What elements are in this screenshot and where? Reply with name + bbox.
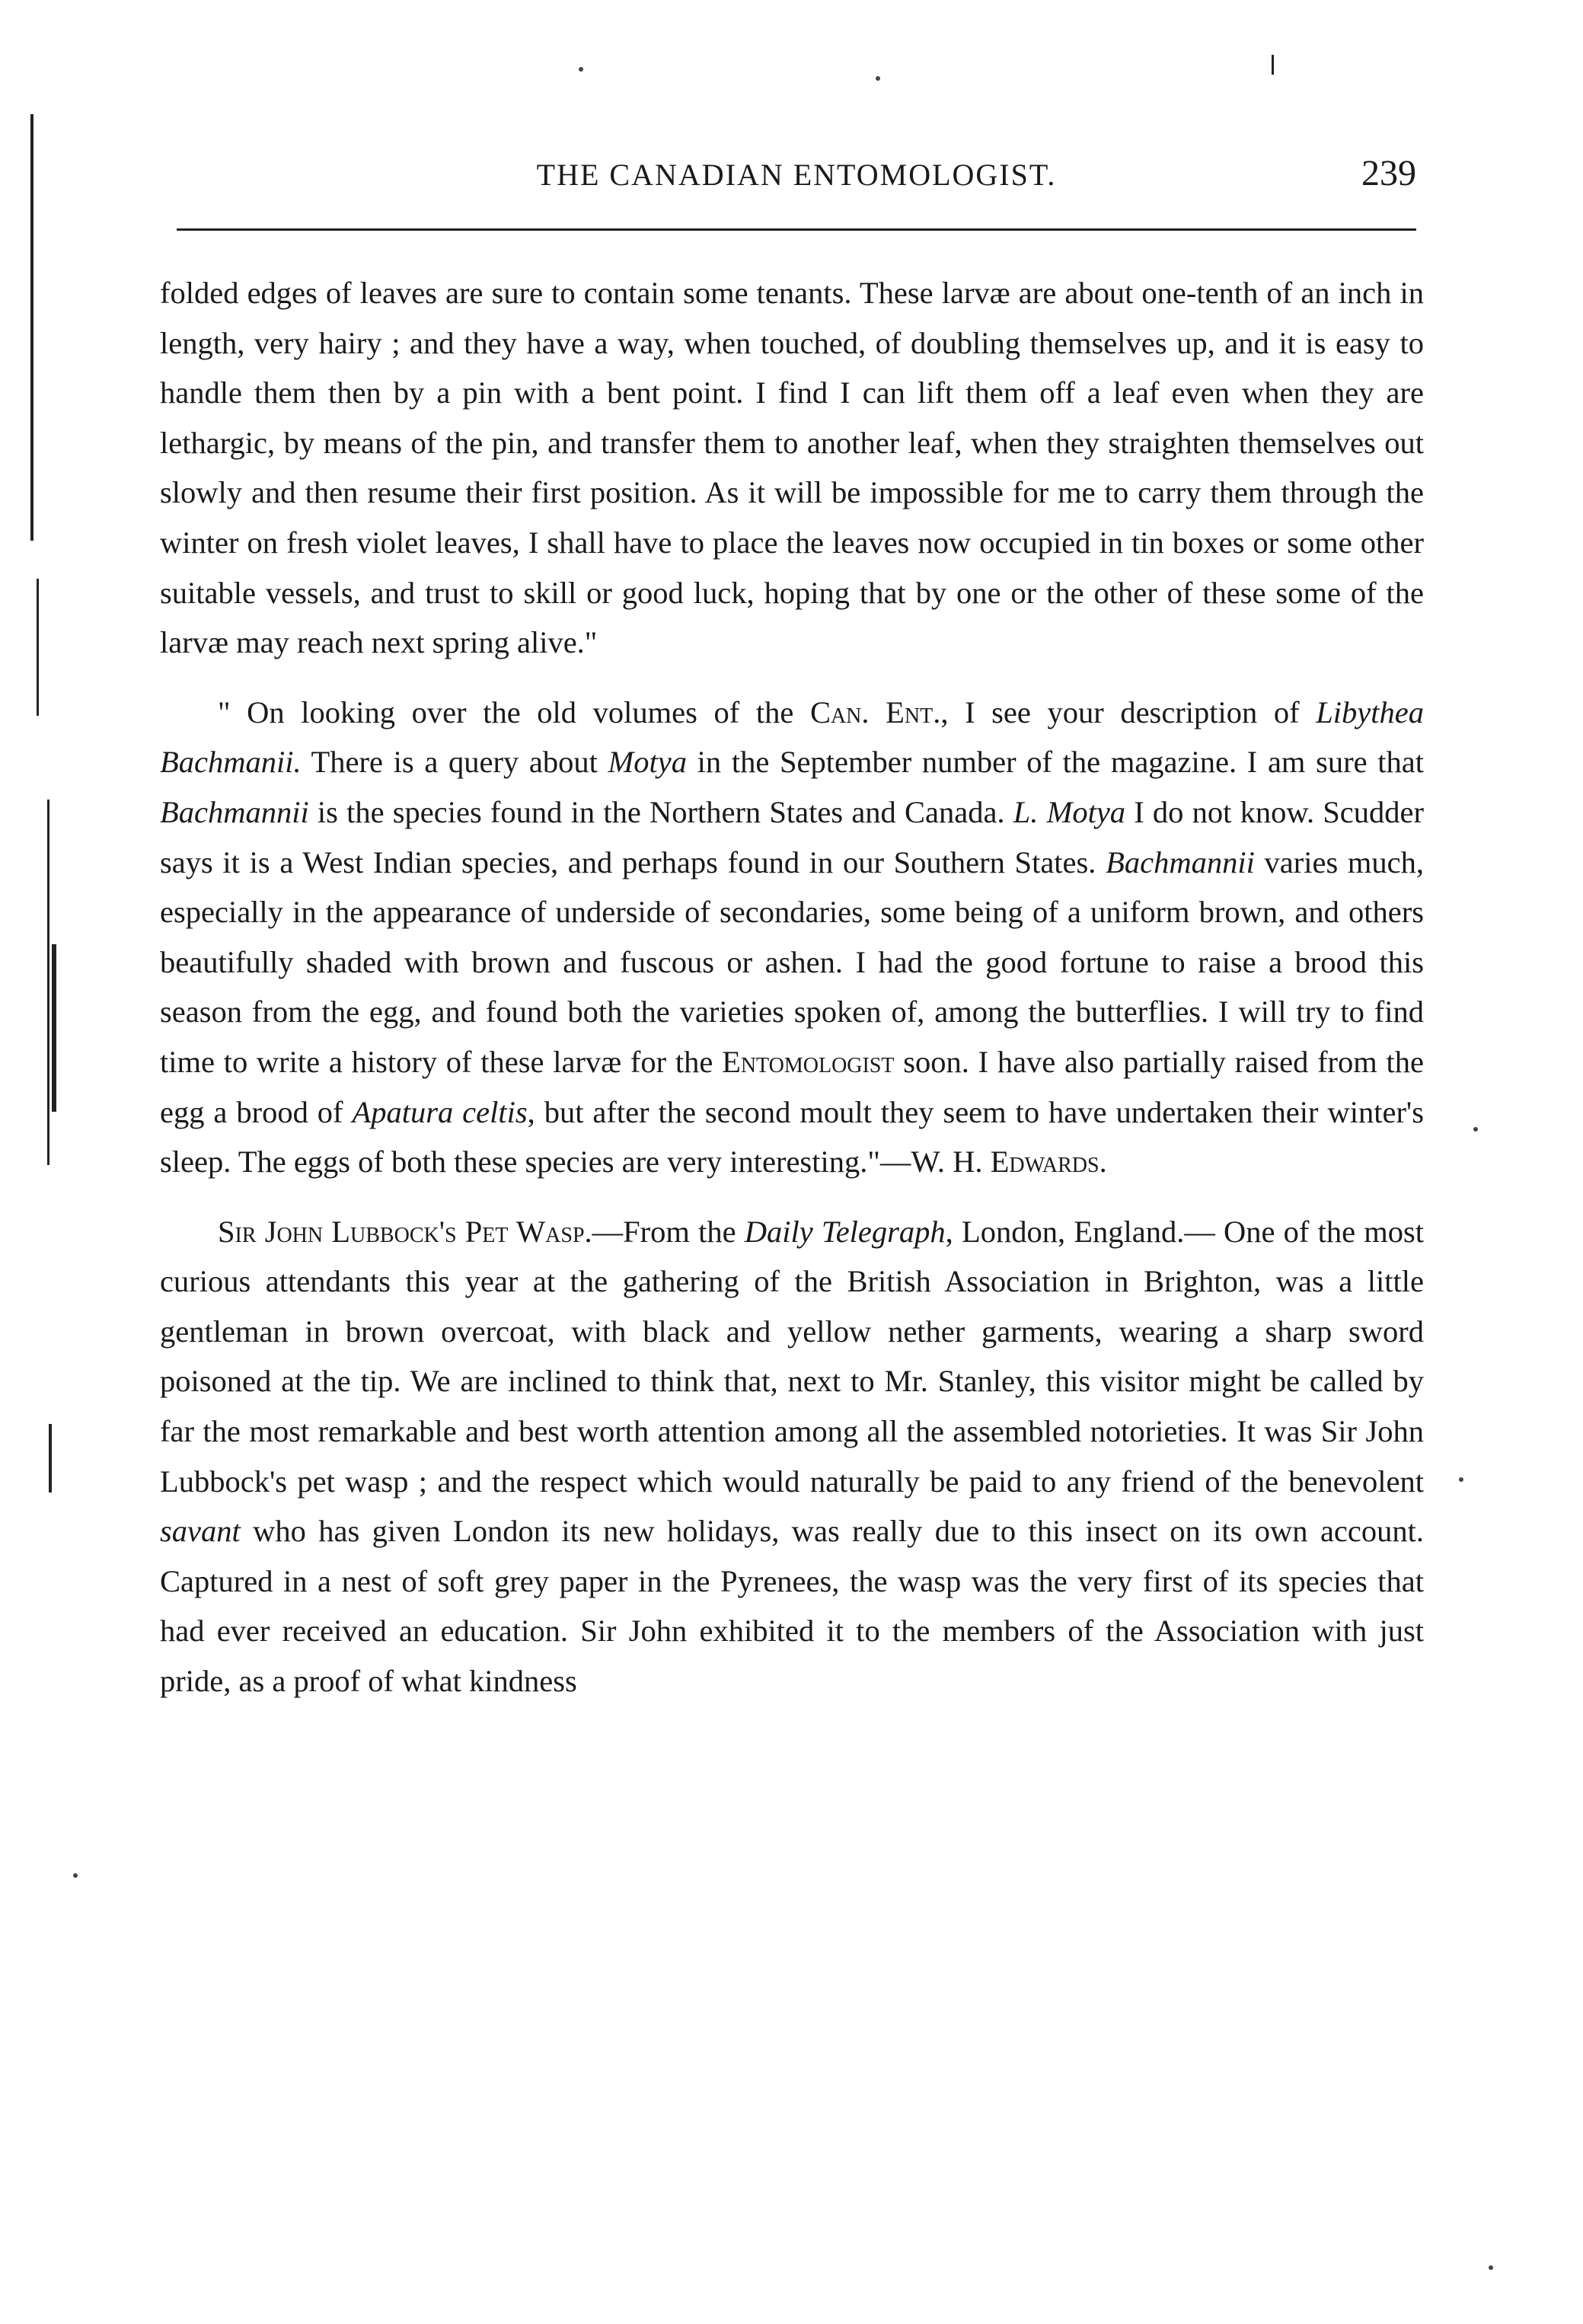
species-name: Apatura celtis (352, 1094, 528, 1129)
article-heading: Sir John Lubbock's Pet Wasp. (218, 1214, 592, 1249)
scan-speck (1272, 55, 1274, 75)
page-number: 239 (1361, 153, 1416, 193)
scan-edge-mark (52, 944, 56, 1112)
text-run: varies much, especially in the appearance of underside of secondaries, some being of a uniform brown, and others beautifully shaded with brown and fuscous or ashen. I had the good fortune to raise a brood this season from the egg, and found both the varieties spoken of, among the butterflies. I will try to find time to write a history of these larvæ for the (160, 844, 1424, 1079)
scan-edge-mark (30, 114, 34, 541)
text-run: is the species found in the Northern States and Canada. (308, 794, 1013, 829)
italic-word: savant (160, 1514, 241, 1549)
scan-speck (1489, 2265, 1493, 2270)
species-name: Bachmannii (160, 794, 309, 829)
scan-speck (579, 67, 583, 72)
scan-speck (876, 76, 880, 81)
scan-speck (1459, 1477, 1463, 1482)
paragraph-text: folded edges of leaves are sure to contain some tenants. These larvæ are about one-tenth of an inch in length, very hairy ; and they have a way, when touched, of doubling themselves up, and it is easy to handle them then by a pin with a bent point. I find I can lift them off a leaf even when they are lethargic, by means of the pin, and transfer them to another leaf, when they straighten themselves out slowly and then resume their first position. As it will be impossible for me to carry them through the winter on fresh violet leaves, I shall have to place the leaves now occupied in tin boxes or some other suitable vessels, and trust to skill or good luck, hoping that by one or the other of these some of the larvæ may reach next spring alive." (160, 276, 1424, 660)
text-run: I do not know. Scudder says it is a West Indian species, and perhaps found in our Southern States. (160, 794, 1424, 879)
text-run: , I see your description of (940, 694, 1317, 729)
species-name: Libythea Bachmanii. (160, 694, 1424, 780)
species-name: Motya (608, 745, 687, 780)
scan-speck (1473, 1127, 1478, 1132)
paragraph-lubbock-wasp (160, 1207, 1424, 1706)
scan-edge-mark (49, 1424, 52, 1492)
species-name: L. Motya (1013, 794, 1126, 829)
page-header (177, 152, 1416, 206)
paragraph-continued (160, 268, 1424, 668)
journal-name: Entomologist (722, 1044, 895, 1079)
author-signature: W. H. Edwards. (911, 1144, 1107, 1180)
running-title: THE CANADIAN ENTOMOLOGIST. (536, 158, 1057, 192)
text-run: , but after the second moult they seem to have undertaken their winter's sleep. The eggs of both these species are very interesting."— (160, 1094, 1424, 1180)
header-rule (177, 228, 1416, 231)
species-name: Bachmannii (1106, 844, 1255, 879)
body-text (160, 268, 1424, 1706)
text-run: , London, England.— One of the most curious attendants this year at the gathering of the British Association in Brighton, was a little gentleman in brown overcoat, with black and yellow nether garments, wearing a sharp sword poisoned at the tip. We are inclined to think that, next to Mr. Stanley, this visitor might be called by far the most remarkable and best worth attention among all the assembled notorieties. It was Sir John Lubbock's pet wasp ; and the respect which would naturally be paid to any friend of the benevolent (160, 1214, 1424, 1499)
text-run: There is a query about (301, 745, 608, 780)
scan-speck (73, 1873, 78, 1878)
text-run: in the September number of the magazine. I am sure that (687, 745, 1424, 780)
text-run: who has given London its new holidays, was really due to this insect on its own account. Captured in a nest of soft grey paper in the Pyrenees, the wasp was the very first of its species that had ever received an education. Sir John exhibited it to the members of the Association with just pride, as a proof of what kindness (160, 1514, 1424, 1699)
newspaper-name: Daily Telegraph (744, 1214, 946, 1249)
paragraph-edwards-letter (160, 688, 1424, 1187)
text-run: " On looking over the old volumes of the (218, 694, 810, 729)
journal-abbrev: Can. Ent. (809, 694, 941, 729)
text-run: soon. I have also partially raised from the egg a brood of (160, 1044, 1425, 1129)
scan-edge-mark (37, 579, 39, 716)
text-run: —From the (592, 1214, 745, 1249)
scan-edge-mark (47, 800, 49, 1165)
